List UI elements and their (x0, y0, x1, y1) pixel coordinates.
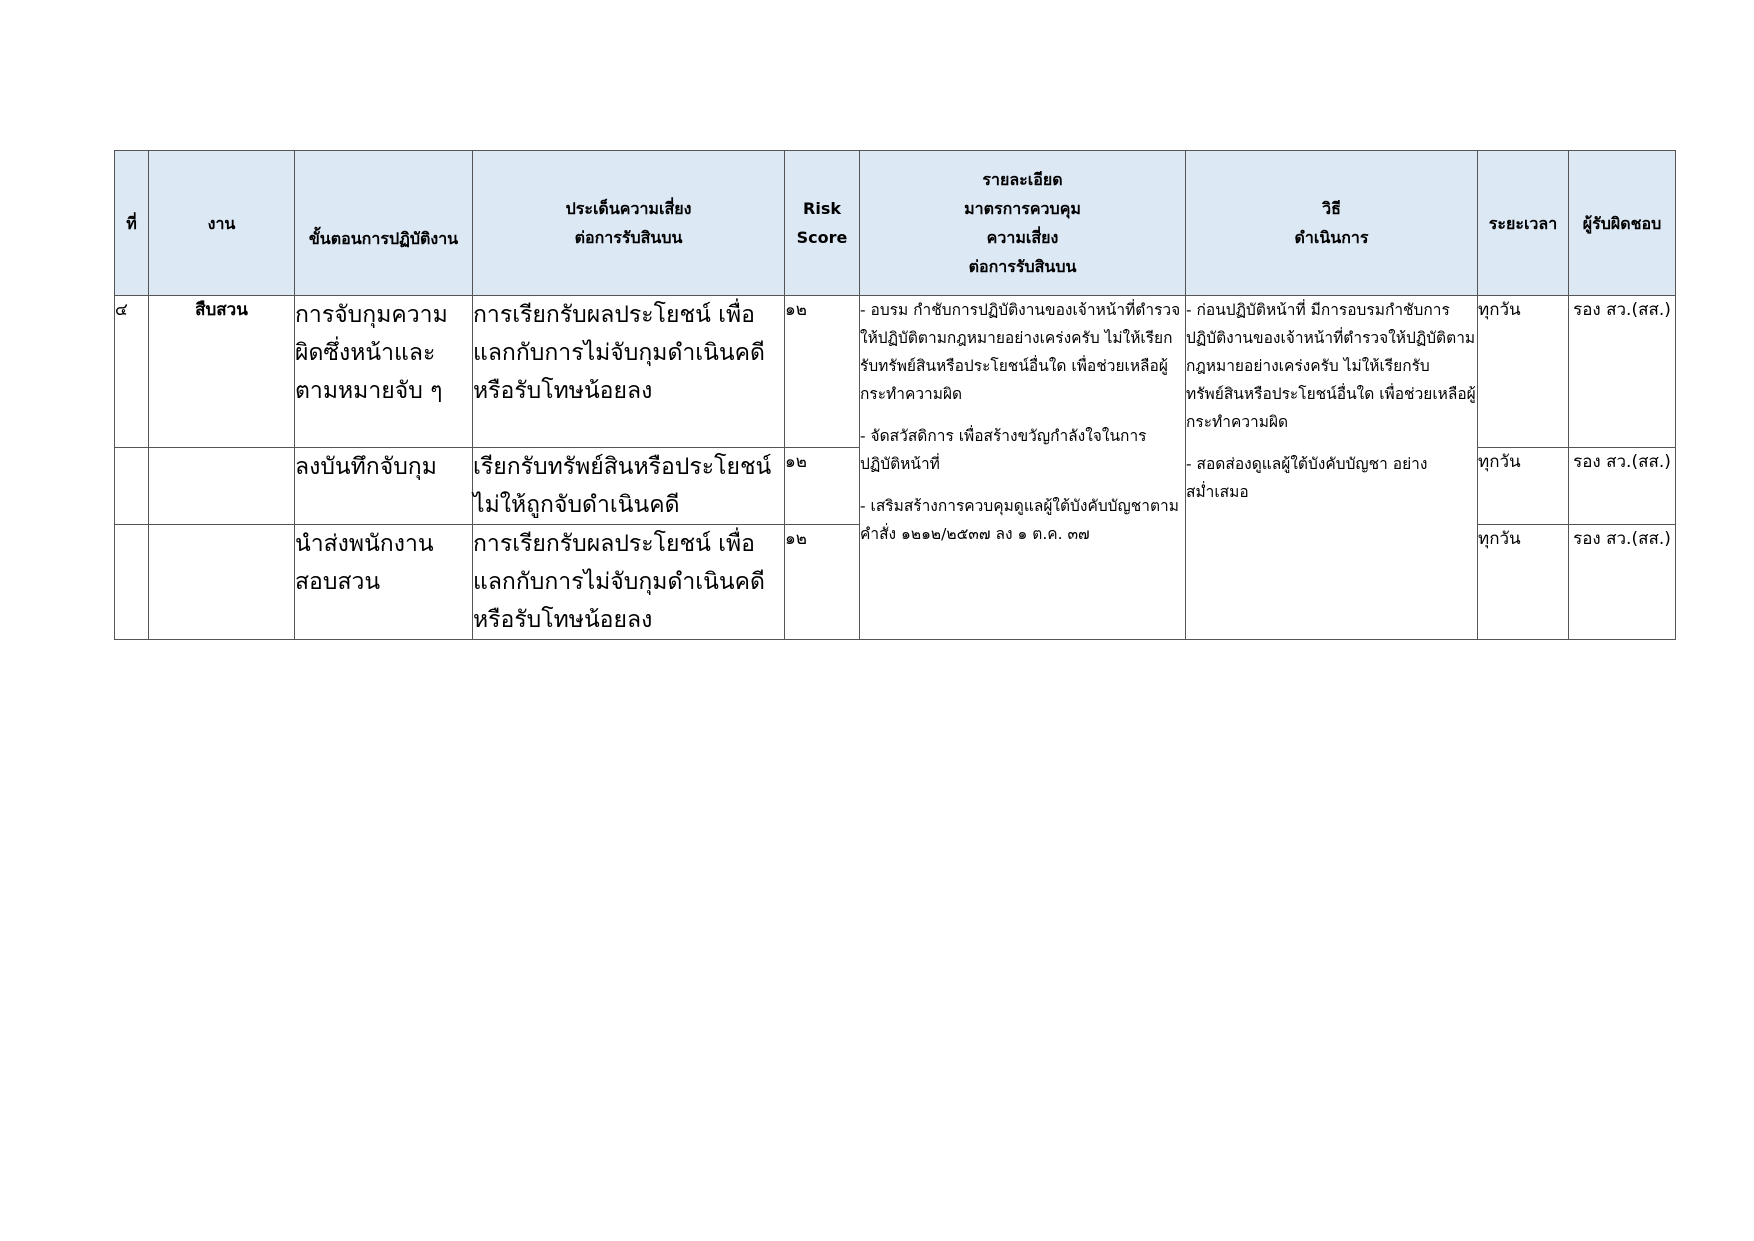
header-row (115, 151, 1676, 296)
header-risk-issue: ประเด็นความเสี่ยง ต่อการรับสินบน (473, 151, 785, 296)
row-step: ลงบันทึกจับกุม (295, 448, 473, 525)
header-period: ระยะเวลา (1478, 151, 1569, 296)
header-step: ขั้นตอนการปฏิบัติงาน (295, 151, 473, 296)
row-job (149, 448, 295, 525)
row-no (115, 525, 149, 640)
control-measures (860, 296, 1186, 640)
row-risk-issue: การเรียกรับผลประโยชน์ เพื่อแลกกับการไม่จับกุมดำเนินคดีหรือรับโทษน้อยลง (473, 296, 785, 448)
row-risk-score: ๑๒ (785, 448, 860, 525)
header-risk-score: Risk Score (785, 151, 860, 296)
method-details (1186, 296, 1478, 640)
row-responsible: รอง สว.(สส.) (1569, 525, 1676, 640)
row-risk-score: ๑๒ (785, 296, 860, 448)
row-period: ทุกวัน (1478, 296, 1569, 448)
row-period: ทุกวัน (1478, 525, 1569, 640)
control-item: - อบรม กำชับการปฏิบัติงานของเจ้าหน้าที่ตำรวจให้ปฏิบัติตามกฎหมายอย่างเคร่งครับ ไม่ให้เรียกรับทรัพย์สินหรือประโยชน์อื่นใด เพื่อช่วยเหลือผู้กระทำความผิด (860, 301, 1181, 403)
header-job: งาน (149, 151, 295, 296)
header-no: ที่ (115, 151, 149, 296)
row-no (115, 448, 149, 525)
table-row (115, 296, 1676, 448)
header-control: รายละเอียด มาตรการควบคุม ความเสี่ยง ต่อการรับสินบน (860, 151, 1186, 296)
header-responsible: ผู้รับผิดชอบ (1569, 151, 1676, 296)
row-risk-issue: เรียกรับทรัพย์สินหรือประโยชน์ไม่ให้ถูกจับดำเนินคดี (473, 448, 785, 525)
row-responsible: รอง สว.(สส.) (1569, 448, 1676, 525)
row-no: ๔ (115, 296, 149, 448)
row-period: ทุกวัน (1478, 448, 1569, 525)
control-item: - เสริมสร้างการควบคุมดูแลผู้ใต้บังคับบัญชาตามคำสั่ง ๑๒๑๒/๒๕๓๗ ลง ๑ ต.ค. ๓๗ (860, 497, 1179, 543)
method-item: - ก่อนปฏิบัติหน้าที่ มีการอบรมกำชับการปฏิบัติงานของเจ้าหน้าที่ตำรวจให้ปฏิบัติตามกฎหมายอย่างเคร่งครับ ไม่ให้เรียกรับทรัพย์สินหรือประโยชน์อื่นใด เพื่อช่วยเหลือผู้กระทำความผิด (1186, 301, 1476, 431)
risk-table (114, 150, 1676, 640)
row-step: นำส่งพนักงานสอบสวน (295, 525, 473, 640)
control-item: - จัดสวัสดิการ เพื่อสร้างขวัญกำลังใจในการปฏิบัติหน้าที่ (860, 427, 1147, 473)
row-job (149, 525, 295, 640)
row-risk-score: ๑๒ (785, 525, 860, 640)
row-job: สืบสวน (149, 296, 295, 448)
header-method: วิธี ดำเนินการ (1186, 151, 1478, 296)
row-risk-issue: การเรียกรับผลประโยชน์ เพื่อแลกกับการไม่จับกุมดำเนินคดีหรือรับโทษน้อยลง (473, 525, 785, 640)
row-step: การจับกุมความผิดซึ่งหน้าและตามหมายจับ ๆ (295, 296, 473, 448)
row-responsible: รอง สว.(สส.) (1569, 296, 1676, 448)
method-item: - สอดส่องดูแลผู้ใต้บังคับบัญชา อย่างสม่ำเสมอ (1186, 455, 1428, 501)
